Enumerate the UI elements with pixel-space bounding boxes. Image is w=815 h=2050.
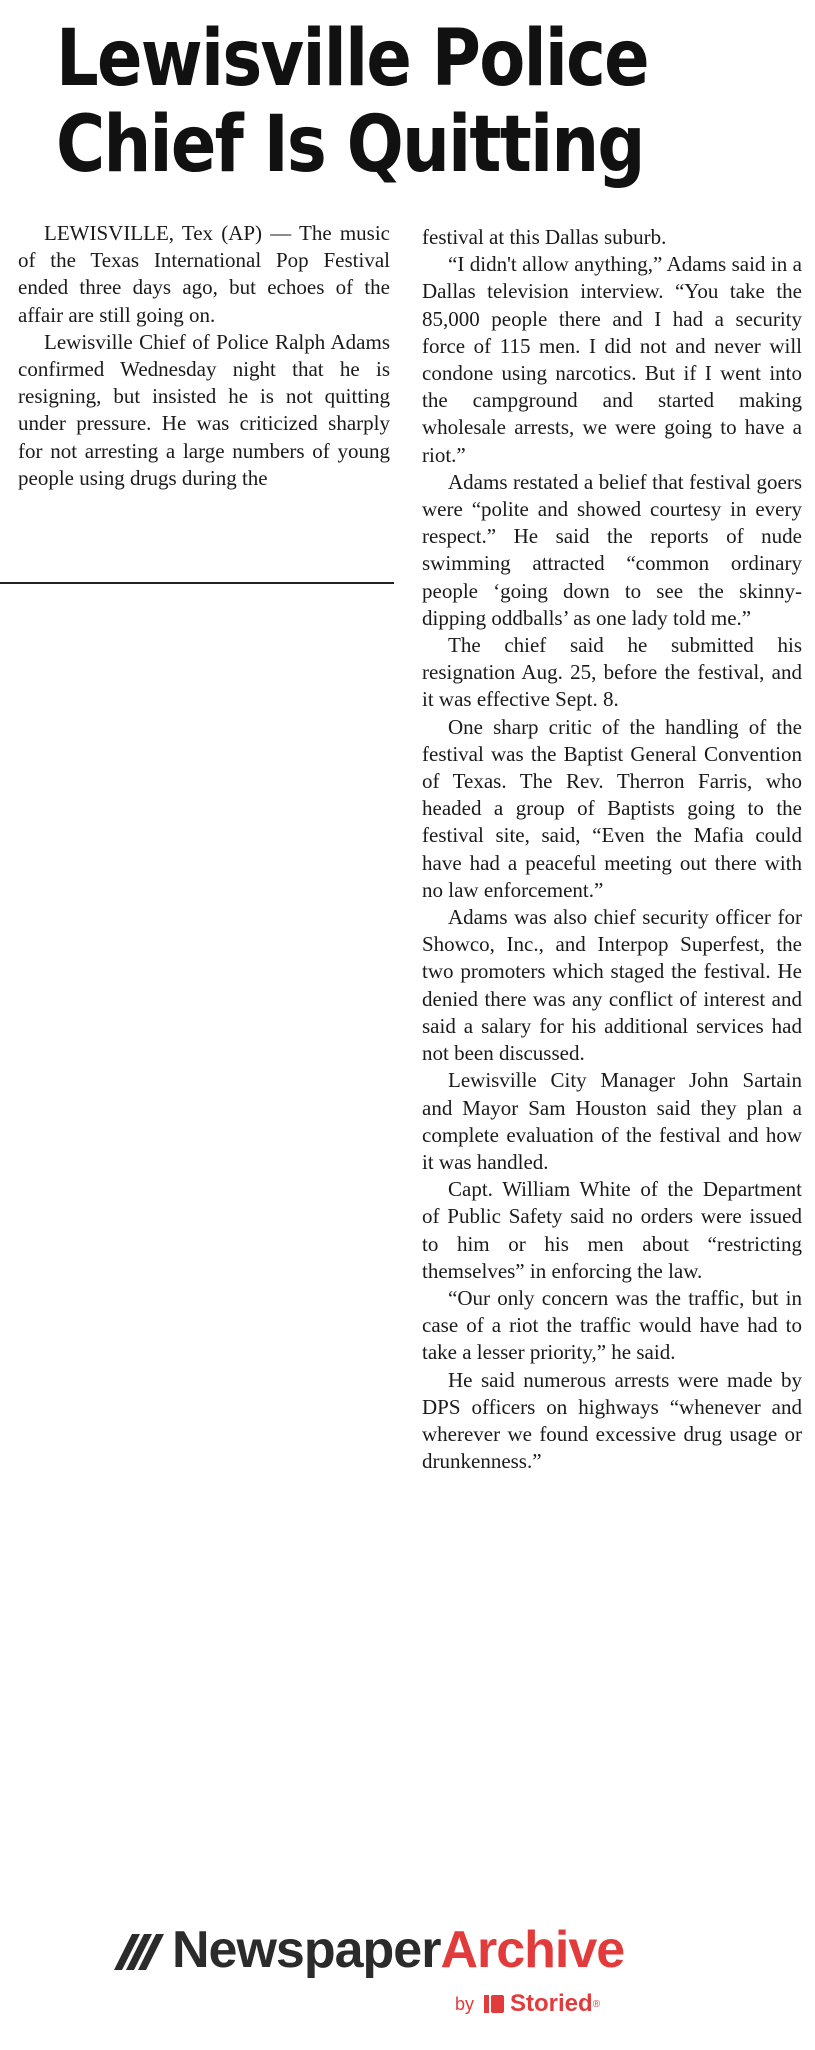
article-paragraph: Capt. William White of the Department of Public Safety said no orders were issued to him or his men about “restricting themselves” in enforcing the law. <box>422 1177 802 1283</box>
logo-storied-text: Storied <box>510 1990 593 2017</box>
article-paragraph: The chief said he submitted his resignation Aug. 25, before the festival, and it was effective Sept. 8. <box>422 633 802 712</box>
article-paragraph: festival at this Dallas suburb. <box>422 225 667 249</box>
article-paragraph: Adams was also chief security officer for Showco, Inc., and Interpop Superfest, the two promoters which staged the festival. He denied there was any conflict of interest and said a salary for his additional services had not been discussed. <box>422 905 802 1066</box>
article-column-right <box>422 224 802 1475</box>
storied-logo-icon <box>482 1992 506 2016</box>
article-paragraph: LEWISVILLE, Tex (AP) — The music of the Texas International Pop Festival ended three days ago, but echoes of the affair are still going on. <box>18 221 390 327</box>
logo-word-archive: Archive <box>440 1921 625 1979</box>
article-paragraph: One sharp critic of the handling of the festival was the Baptist General Convention of Texas. The Rev. Therron Farris, who headed a group of Baptists going to the festival site, said, “Even the Mafia could have had a peaceful meeting out there with no law enforcement.” <box>422 714 802 902</box>
article-paragraph: “Our only concern was the traffic, but in case of a riot the traffic would have had to take a lesser priority,” he said. <box>422 1285 802 1365</box>
article-paragraph: Lewisville Chief of Police Ralph Adams confirmed Wednesday night that he is resigning, but insisted he is not quitting under pressure. He was criticized sharply for not arresting a large numbers of young people using drugs during the <box>18 329 390 490</box>
article-column-left <box>18 220 390 492</box>
logo-trademark: ® <box>592 1998 601 2010</box>
headline-line-2: Chief Is Quitting <box>56 100 644 190</box>
logo-by-text: by <box>455 1993 475 2014</box>
article-paragraph: “I didn't allow anything,” Adams said in a Dallas television interview. “You take the 85,000 people there and I had a security force of 115 men. I did not and never will condone using narcotics. But if I went into the campground and started making wholesale arrests, we were going to have a riot.” <box>422 252 802 467</box>
article-headline <box>56 14 648 190</box>
article-paragraph: Adams restated a belief that festival goers were “polite and showed courtesy in every respect.” He said the reports of nude swimming attracted “common ordinary people ‘going down to see the skinny-dipping oddballs’ as one lady told me.” <box>422 469 802 630</box>
logo-word-newspaper: Newspaper <box>172 1921 441 1979</box>
article-paragraph: He said numerous arrests were made by DPS officers on highways “whenever and wherever we found excessive drug usage or drunkenness.” <box>422 1367 802 1474</box>
logo-byline <box>455 1990 600 2018</box>
logo-wordmark <box>110 1920 624 1980</box>
headline-line-1: Lewisville Police <box>56 14 648 104</box>
newspaperarchive-logo-icon <box>110 1926 166 1974</box>
article-paragraph: Lewisville City Manager John Sartain and Mayor Sam Houston said they plan a complete evaluation of the festival and how it was handled. <box>422 1068 802 1174</box>
column-divider-rule <box>0 582 394 584</box>
newspaperarchive-logo[interactable] <box>110 1920 700 2030</box>
